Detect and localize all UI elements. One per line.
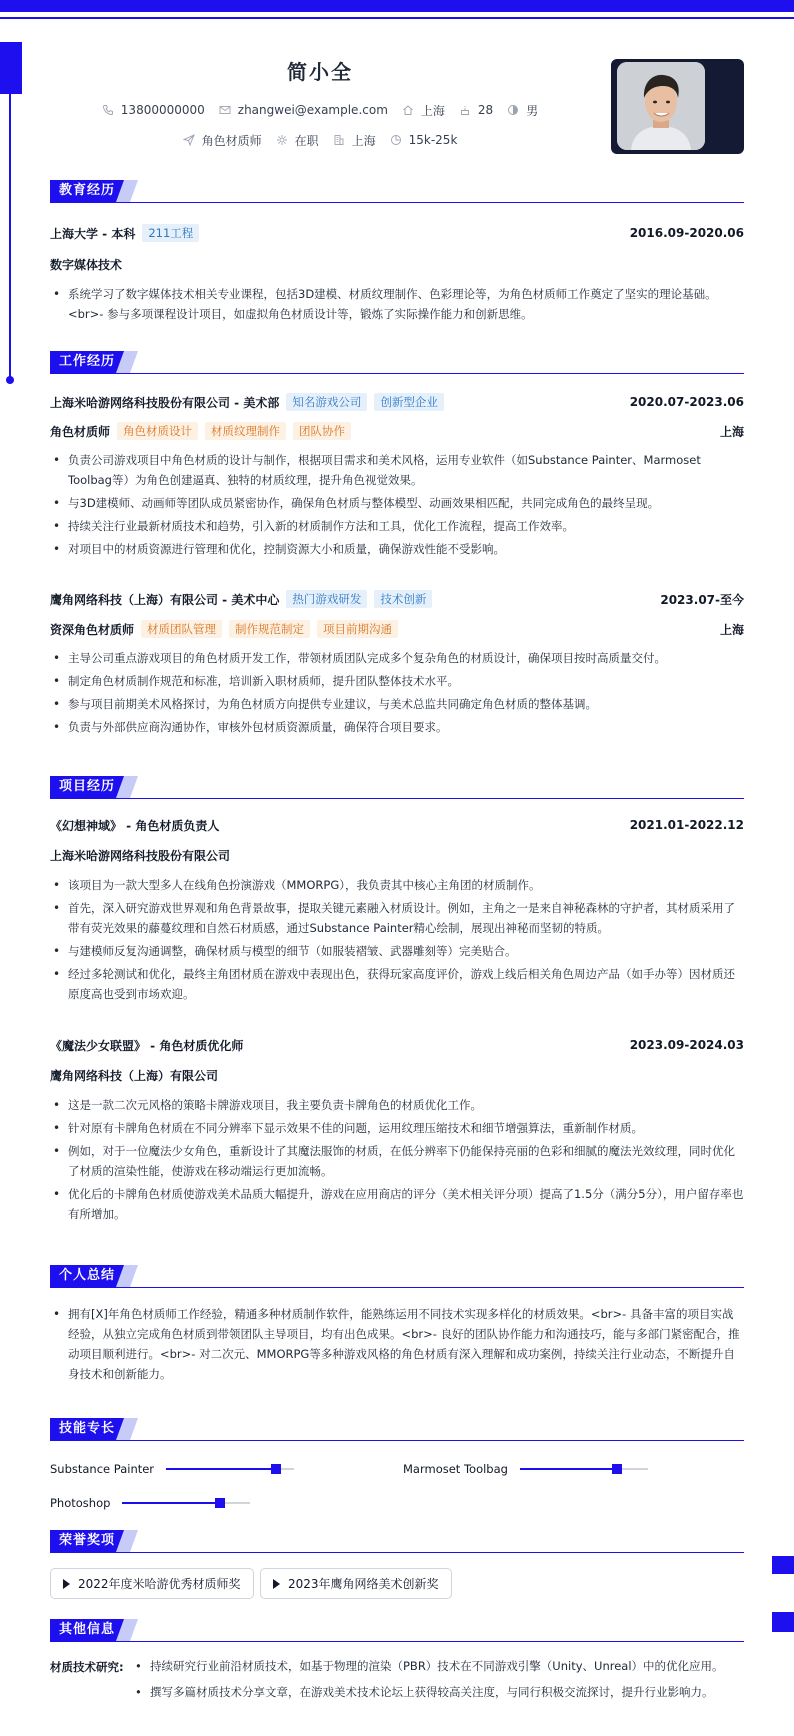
building-icon [333, 134, 345, 146]
gender-item [507, 102, 538, 119]
resume-header [50, 56, 590, 161]
company-tag: 创新型企业 [374, 393, 444, 411]
role-tag: 项目前期沟通 [317, 620, 398, 638]
project-company: 鹰角网络科技（上海）有限公司 [50, 1068, 219, 1083]
section-projects [50, 776, 744, 798]
major-name: 数字媒体技术 [50, 257, 123, 272]
section-title-skills: 技能专长 [50, 1418, 124, 1440]
job-row [50, 131, 590, 149]
list-item: • 优化后的卡牌角色材质使游戏美术品质大幅提升，游戏在应用商店的评分（美术相关评分项）提高了1.5分（满分5分），用户留存率也有所增加。 [50, 1184, 744, 1224]
company-tag: 热门游戏研发 [286, 590, 367, 608]
role-tag: 材质纹理制作 [205, 422, 286, 440]
section-education [50, 180, 744, 202]
section-rule [50, 798, 744, 799]
skill-substance-painter [50, 1461, 294, 1477]
location-item [402, 102, 445, 119]
skill-marmoset-toolbag [403, 1461, 648, 1477]
summary-bullets [50, 1304, 744, 1387]
skill-bar [520, 1468, 648, 1470]
company-tag: 技术创新 [374, 590, 432, 608]
skill-name: Marmoset Toolbag [403, 1462, 508, 1476]
right-accent-block [772, 1556, 794, 1574]
section-awards [50, 1530, 744, 1552]
section-rule [50, 373, 744, 374]
project-1-header [50, 816, 744, 834]
role-tag: 团队协作 [293, 422, 351, 440]
mail-icon [219, 104, 231, 116]
top-accent-line [0, 17, 794, 19]
skill-name: Substance Painter [50, 1462, 155, 1476]
skill-fill [520, 1468, 622, 1470]
section-skills [50, 1418, 744, 1440]
section-title-summary: 个人总结 [50, 1265, 124, 1287]
right-accent-block [772, 1612, 794, 1632]
left-accent-tab [0, 42, 22, 94]
left-accent-dot [6, 376, 14, 384]
gender-text: 男 [526, 103, 539, 118]
gender-icon [507, 104, 519, 116]
status-icon [276, 134, 288, 146]
award-text: 2022年度米哈游优秀材质师奖 [78, 1577, 241, 1591]
school-name: 上海大学 - 本科 [50, 226, 136, 241]
education-date: 2016.09-2020.06 [629, 226, 744, 240]
work-1-header [50, 393, 744, 411]
work-city: 上海 [719, 424, 744, 439]
skill-bar [122, 1502, 250, 1504]
list-item: • 与3D建模师、动画师等团队成员紧密协作，确保角色材质与整体模型、动画效果相匹配，共同完成角色的最终呈现。 [50, 493, 744, 513]
project-1-company [50, 846, 744, 864]
work-1-role [50, 422, 744, 440]
candidate-name: 简小全 [287, 60, 353, 84]
project-title: 《魔法少女联盟》 - 角色材质优化师 [50, 1038, 244, 1053]
education-major-row [50, 255, 744, 273]
work-2-bullets [50, 648, 744, 740]
role-tag: 材质团队管理 [141, 620, 222, 638]
list-item: • 拥有[X]年角色材质师工作经验，精通多种材质制作软件，能熟练运用不同技术实现多样化的材质效果。<br>- 具备丰富的项目实战经验，从独立完成角色材质到带领团队主导项目，均有出色成果。<br>- 良好的团队协作能力和沟通技巧，能与多部门紧密配合，推动项目顺利进行。<br>- 对二次元、MMORPG等多种游戏风格的角色材质有深入理解和成功案例，持续关注行业动态，不断提升自身技术和创新能力。 [50, 1304, 744, 1384]
school-tag: 211工程 [142, 224, 199, 242]
list-item: • 这是一款二次元风格的策略卡牌游戏项目，我主要负责卡牌角色的材质优化工作。 [50, 1095, 744, 1115]
other-bullets [132, 1656, 754, 1708]
list-item: • 负责公司游戏项目中角色材质的设计与制作，根据项目需求和美术风格，运用专业软件（如Substance Painter、Marmoset Toolbag等）为角色创建逼真、独特的材质纹理，提升角色视觉效果。 [50, 450, 744, 490]
work-date: 2020.07-2023.06 [629, 395, 744, 409]
project-date: 2023.09-2024.03 [629, 1038, 744, 1052]
skill-photoshop [50, 1495, 250, 1511]
section-title-work: 工作经历 [50, 351, 124, 373]
list-item: • 持续关注行业最新材质技术和趋势，引入新的材质制作方法和工具，优化工作流程，提高工作效率。 [50, 516, 744, 536]
section-title-awards: 荣誉奖项 [50, 1530, 124, 1552]
skill-name: Photoshop [50, 1496, 111, 1510]
job-title-item [183, 132, 262, 149]
education-header [50, 224, 744, 242]
skill-fill [166, 1468, 281, 1470]
list-item: • 主导公司重点游戏项目的角色材质开发工作，带领材质团队完成多个复杂角色的材质设计，确保项目按时高质量交付。 [50, 648, 744, 668]
award-text: 2023年鹰角网络美术创新奖 [288, 1577, 439, 1591]
list-item: • 经过多轮测试和优化，最终主角团材质在游戏中表现出色，获得玩家高度评价，游戏上线后相关角色周边产品（如手办等）因材质还原度高也受到市场欢迎。 [50, 964, 744, 1004]
section-title-education: 教育经历 [50, 180, 124, 202]
section-rule [50, 202, 744, 203]
work-city-item [333, 132, 376, 149]
company-name: 上海米哈游网络科技股份有限公司 - 美术部 [50, 395, 280, 410]
list-item: • 该项目为一款大型多人在线角色扮演游戏（MMORPG），我负责其中核心主角团的材质制作。 [50, 875, 744, 895]
section-rule [50, 1440, 744, 1441]
work-city-text: 上海 [351, 133, 376, 148]
skill-bar [166, 1468, 294, 1470]
section-rule [50, 1552, 744, 1553]
section-rule [50, 1287, 744, 1288]
project-2-company [50, 1066, 744, 1084]
work-city: 上海 [719, 622, 744, 637]
company-tag: 知名游戏公司 [286, 393, 367, 411]
phone-text: 13800000000 [120, 103, 205, 117]
job-title-text: 角色材质师 [201, 133, 262, 148]
list-item: • 参与项目前期美术风格探讨，为角色材质方向提供专业建议，与美术总监共同确定角色材质的整体基调。 [50, 694, 744, 714]
avatar [617, 62, 705, 150]
skill-knob [271, 1464, 281, 1474]
section-summary [50, 1265, 744, 1287]
section-title-other: 其他信息 [50, 1619, 124, 1641]
location-text: 上海 [420, 103, 445, 118]
skill-fill [122, 1502, 224, 1504]
status-item [276, 132, 319, 149]
role-name: 角色材质师 [50, 424, 111, 439]
contact-row [50, 101, 590, 119]
list-item: • 系统学习了数字媒体技术相关专业课程，包括3D建模、材质纹理制作、色彩理论等，为角色材质师工作奠定了坚实的理论基础。<br>- 参与多项课程设计项目，如虚拟角色材质设计等，锻炼了实际操作能力和创新思维。 [50, 284, 744, 324]
skill-knob [612, 1464, 622, 1474]
other-label: 材质技术研究: [50, 1660, 124, 1674]
salary-item [390, 133, 458, 147]
company-name: 鹰角网络科技（上海）有限公司 - 美术中心 [50, 592, 280, 607]
list-item: • 首先，深入研究游戏世界观和角色背景故事，提取关键元素融入材质设计。例如，主角之一是来自神秘森林的守护者，其材质采用了带有荧光效果的藤蔓纹理和自然石材质感，通过Substance Painter精心绘制，展现出神秘而坚韧的特质。 [50, 898, 744, 938]
role-tag: 角色材质设计 [117, 422, 198, 440]
email-text: zhangwei@example.com [237, 103, 388, 117]
phone-icon [102, 104, 114, 116]
award-item [50, 1568, 254, 1599]
list-item: • 负责与外部供应商沟通协作，审核外包材质资源质量，确保符合项目要求。 [50, 717, 744, 737]
age-icon [459, 104, 471, 116]
left-accent-rail [9, 94, 11, 378]
role-tag: 制作规范制定 [229, 620, 310, 638]
send-icon [183, 134, 195, 146]
project-company: 上海米哈游网络科技股份有限公司 [50, 848, 231, 863]
play-icon [63, 1579, 70, 1589]
salary-icon [390, 134, 402, 146]
role-name: 资深角色材质师 [50, 622, 135, 637]
status-text: 在职 [294, 133, 319, 148]
email-item [219, 103, 388, 117]
project-date: 2021.01-2022.12 [629, 818, 744, 832]
project-2-bullets [50, 1095, 744, 1227]
section-rule [50, 1641, 744, 1642]
home-icon [402, 104, 414, 116]
section-title-projects: 项目经历 [50, 776, 124, 798]
age-item [459, 103, 493, 117]
project-title: 《幻想神域》 - 角色材质负责人 [50, 818, 220, 833]
work-date: 2023.07-至今 [660, 592, 744, 607]
list-item: • 例如，对于一位魔法少女角色，重新设计了其魔法服饰的材质，在低分辨率下仍能保持亮丽的色彩和细腻的魔法光效纹理，同时优化了材质的渲染性能，使游戏在移动端运行更加流畅。 [50, 1141, 744, 1181]
list-item: • 针对原有卡牌角色材质在不同分辨率下显示效果不佳的问题，运用纹理压缩技术和细节增强算法，重新制作材质。 [50, 1118, 744, 1138]
section-other [50, 1619, 744, 1641]
salary-text: 15k-25k [408, 133, 458, 147]
skill-knob [215, 1498, 225, 1508]
age-text: 28 [477, 103, 494, 117]
list-item: • 持续研究行业前沿材质技术，如基于物理的渲染（PBR）技术在不同游戏引擎（Unity、Unreal）中的优化应用。 [132, 1656, 754, 1676]
education-bullets [50, 284, 744, 327]
phone-item [102, 103, 205, 117]
list-item: • 制定角色材质制作规范和标准，培训新入职材质师，提升团队整体技术水平。 [50, 671, 744, 691]
section-work [50, 351, 744, 373]
work-1-bullets [50, 450, 744, 562]
top-accent-bar [0, 0, 794, 12]
project-2-header [50, 1036, 744, 1054]
list-item: • 对项目中的材质资源进行管理和优化，控制资源大小和质量，确保游戏性能不受影响。 [50, 539, 744, 559]
list-item: • 与建模师反复沟通调整，确保材质与模型的细节（如服装褶皱、武器雕刻等）完美贴合。 [50, 941, 744, 961]
award-item [260, 1568, 452, 1599]
project-1-bullets [50, 875, 744, 1007]
list-item: • 撰写多篇材质技术分享文章，在游戏美术技术论坛上获得较高关注度，与同行积极交流探讨，提升行业影响力。 [132, 1682, 754, 1702]
work-2-role [50, 620, 744, 638]
play-icon [273, 1579, 280, 1589]
work-2-header [50, 590, 744, 608]
